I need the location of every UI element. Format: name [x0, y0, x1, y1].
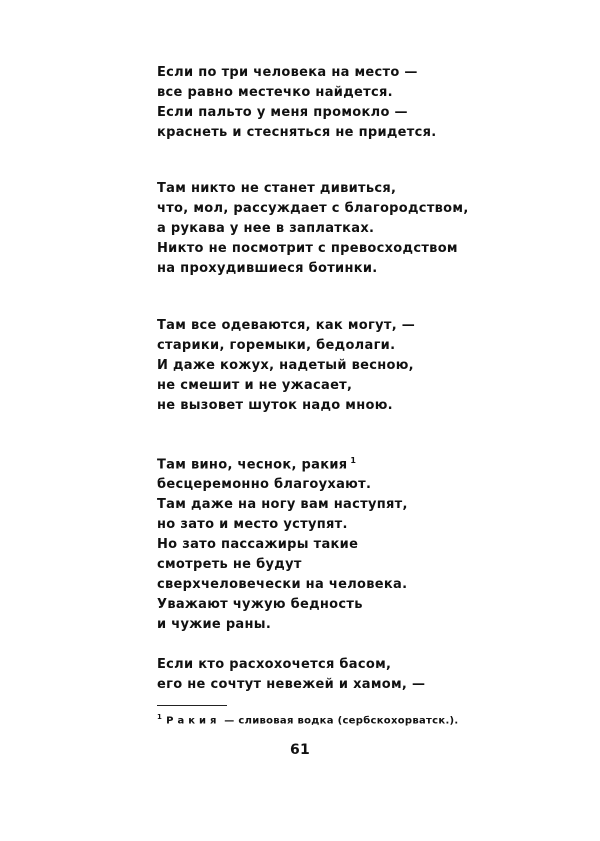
footnote-marker: 1	[157, 713, 163, 721]
poem-line: его не сочтут невежей и хамом, —	[157, 677, 426, 692]
poem-line: бесцеремонно благоухают.	[157, 477, 372, 493]
stanza-5	[157, 655, 425, 695]
poem-line: на прохудившиеся ботинки.	[157, 261, 378, 276]
poem-line: краснеть и стесняться не придется.	[157, 125, 437, 140]
footnote-term: Ракия	[166, 715, 221, 727]
poem-line: сверхчеловечески на человека.	[157, 577, 408, 593]
poem-line: не вызовет шуток надо мною.	[157, 398, 393, 413]
poem-line: Там никто не станет дивиться,	[157, 181, 397, 196]
poem-line: Там все одеваются, как могут, —	[157, 318, 416, 333]
poem-line: но зато и место уступят.	[157, 517, 348, 533]
poem-line: а рукава у нее в заплатках.	[157, 221, 375, 236]
poem-line	[157, 451, 408, 475]
stanza-3	[157, 316, 415, 416]
poem-line: Если по три человека на место —	[157, 65, 418, 80]
poem-line: Если пальто у меня промокло —	[157, 105, 408, 120]
poem-line: Никто не посмотрит с превосходством	[157, 241, 458, 256]
poem-line: не смешит и не ужасает,	[157, 378, 353, 393]
poem-line: Если кто расхохочется басом,	[157, 657, 392, 672]
footnote-divider	[157, 705, 227, 706]
poem-line-text: Там вино, чеснок, ракия	[157, 457, 348, 473]
poem-line: что, мол, рассуждает с благородством,	[157, 201, 469, 216]
footnote-reference: 1	[350, 456, 357, 465]
poem-line: и чужие раны.	[157, 617, 272, 633]
poem-line: смотреть не будут	[157, 557, 302, 573]
footnote	[157, 710, 459, 728]
stanza-4	[157, 451, 408, 635]
page-number: 61	[289, 742, 311, 758]
stanza-2	[157, 179, 469, 279]
poem-line: Уважают чужую бедность	[157, 597, 363, 613]
poem-line: старики, горемыки, бедолаги.	[157, 338, 396, 353]
poem-line: Но зато пассажиры такие	[157, 537, 359, 553]
footnote-text: — сливовая водка (сербскохорватск.).	[224, 715, 459, 727]
poem-line: И даже кожух, надетый весною,	[157, 358, 414, 373]
stanza-1	[157, 63, 437, 143]
poem-line: все равно местечко найдется.	[157, 85, 393, 100]
poem-line: Там даже на ногу вам наступят,	[157, 497, 408, 513]
